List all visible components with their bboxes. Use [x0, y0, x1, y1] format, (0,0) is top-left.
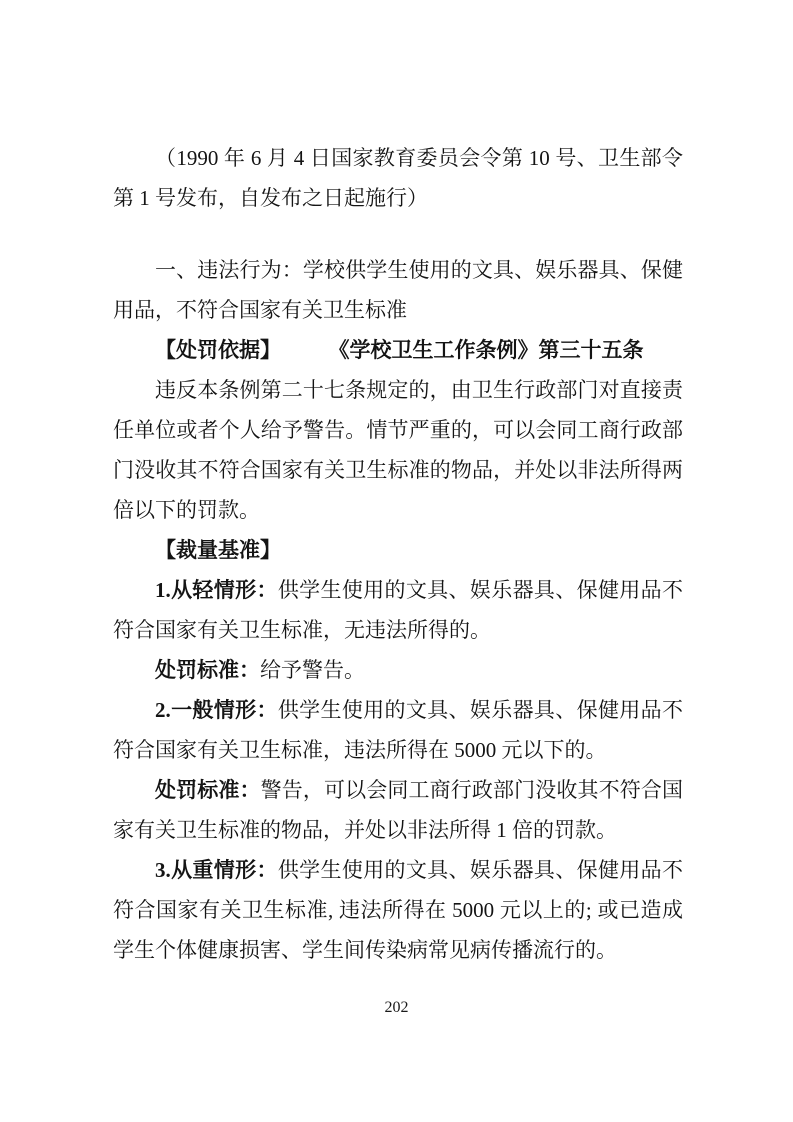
penalty-basis-label: 【处罚依据】 — [155, 338, 281, 362]
page-footer — [0, 998, 793, 1018]
violation-heading: 一、违法行为：学校供学生使用的文具、娱乐器具、保健用品，不符合国家有关卫生标准 — [113, 258, 683, 322]
paragraph-spacer — [113, 218, 683, 250]
clause-severe-text: 供学生使用的文具、娱乐器具、保健用品不符合国家有关卫生标准, 违法所得在 5000 元以上的; 或已造成学生个体健康损害、学生间传染病常见病传播流行的。 — [113, 858, 683, 962]
clause-lenient-penalty — [113, 650, 683, 690]
clause-lenient — [113, 570, 683, 650]
clause-general-penalty — [113, 770, 683, 850]
page-number: 202 — [384, 999, 409, 1016]
clause-general-label: 2.一般情形： — [155, 698, 278, 722]
promulgation-note: （1990 年 6 月 4 日国家教育委员会令第 10 号、卫生部令第 1 号发布，自发布之日起施行） — [113, 146, 683, 210]
clause-general-text: 供学生使用的文具、娱乐器具、保健用品不符合国家有关卫生标准，违法所得在 5000 元以下的。 — [113, 698, 683, 762]
clause-lenient-penalty-text: 给予警告。 — [260, 658, 365, 682]
clause-lenient-penalty-label: 处罚标准： — [155, 658, 260, 682]
clause-general-penalty-label: 处罚标准： — [155, 778, 261, 802]
clause-lenient-text: 供学生使用的文具、娱乐器具、保健用品不符合国家有关卫生标准，无违法所得的。 — [113, 578, 683, 642]
clause-severe — [113, 850, 683, 970]
clause-general-penalty-text: 警告，可以会同工商行政部门没收其不符合国家有关卫生标准的物品，并处以非法所得 1 倍的罚款。 — [113, 778, 683, 842]
penalty-basis-reference: 《学校卫生工作条例》第三十五条 — [339, 338, 644, 362]
penalty-basis-line — [113, 330, 683, 370]
clause-severe-label: 3.从重情形： — [155, 858, 278, 882]
document-body — [113, 138, 683, 970]
penalty-basis-text: 违反本条例第二十七条规定的，由卫生行政部门对直接责任单位或者个人给予警告。情节严重的，可以会同工商行政部门没收其不符合国家有关卫生标准的物品，并处以非法所得两倍以下的罚款。 — [113, 378, 683, 522]
clause-lenient-label: 1.从轻情形： — [155, 578, 278, 602]
discretion-heading: 【裁量基准】 — [155, 538, 281, 562]
clause-general — [113, 690, 683, 770]
